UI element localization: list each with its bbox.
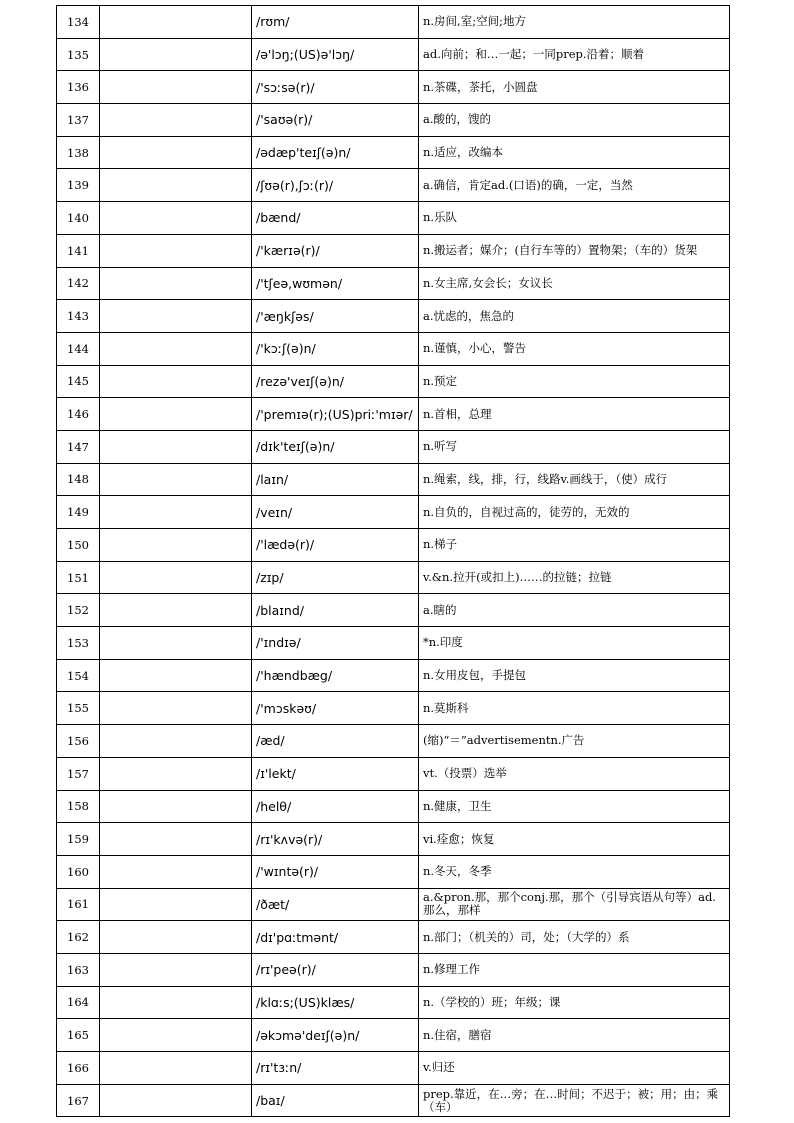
word-cell: [100, 888, 252, 921]
word-cell: [100, 104, 252, 137]
word-cell: [100, 529, 252, 562]
row-number: 143: [57, 300, 100, 333]
vocabulary-table: [56, 5, 730, 1117]
word-cell: [100, 757, 252, 790]
table-row: [57, 71, 730, 104]
row-number: 156: [57, 725, 100, 758]
definition-cell: n.自负的，自视过高的，徒劳的，无效的: [419, 496, 730, 529]
phonetic-cell: /'hændbæg/: [252, 659, 419, 692]
table-row: [57, 627, 730, 660]
phonetic-cell: /'lædə(r)/: [252, 529, 419, 562]
word-cell: [100, 725, 252, 758]
word-cell: [100, 38, 252, 71]
phonetic-cell: /rezə'veɪʃ(ə)n/: [252, 365, 419, 398]
table-row: [57, 986, 730, 1019]
definition-cell: (缩)“＝”advertisementn.广告: [419, 725, 730, 758]
table-row: [57, 267, 730, 300]
table-row: [57, 398, 730, 431]
definition-cell: ad.向前；和…一起；一同prep.沿着；顺着: [419, 38, 730, 71]
row-number: 146: [57, 398, 100, 431]
row-number: 163: [57, 953, 100, 986]
row-number: 142: [57, 267, 100, 300]
definition-cell: n.听写: [419, 430, 730, 463]
row-number: 138: [57, 136, 100, 169]
row-number: 165: [57, 1019, 100, 1052]
table-row: [57, 888, 730, 921]
definition-cell: prep.靠近，在…旁；在…时间；不迟于；被；用；由；乘（车）: [419, 1084, 730, 1117]
table-row: [57, 790, 730, 823]
row-number: 141: [57, 234, 100, 267]
definition-cell: n.预定: [419, 365, 730, 398]
row-number: 159: [57, 823, 100, 856]
row-number: 154: [57, 659, 100, 692]
word-cell: [100, 692, 252, 725]
phonetic-cell: /laɪn/: [252, 463, 419, 496]
definition-cell: n.（学校的）班；年级；课: [419, 986, 730, 1019]
table-row: [57, 136, 730, 169]
word-cell: [100, 463, 252, 496]
word-cell: [100, 1084, 252, 1117]
row-number: 160: [57, 855, 100, 888]
word-cell: [100, 300, 252, 333]
phonetic-cell: /əkɔmə'deɪʃ(ə)n/: [252, 1019, 419, 1052]
phonetic-cell: /'æŋkʃəs/: [252, 300, 419, 333]
definition-cell: n.茶碟，茶托，小圆盘: [419, 71, 730, 104]
row-number: 166: [57, 1052, 100, 1085]
row-number: 144: [57, 332, 100, 365]
phonetic-cell: /'wɪntə(r)/: [252, 855, 419, 888]
table-row: [57, 823, 730, 856]
phonetic-cell: /ə'lɔŋ;(US)ə'lɔŋ/: [252, 38, 419, 71]
table-row: [57, 332, 730, 365]
word-cell: [100, 365, 252, 398]
phonetic-cell: /ʃʊə(r),ʃɔː(r)/: [252, 169, 419, 202]
word-cell: [100, 594, 252, 627]
definition-cell: n.首相，总理: [419, 398, 730, 431]
word-cell: [100, 234, 252, 267]
phonetic-cell: /'saʊə(r)/: [252, 104, 419, 137]
definition-cell: n.谨慎，小心，警告: [419, 332, 730, 365]
word-cell: [100, 921, 252, 954]
row-number: 149: [57, 496, 100, 529]
definition-cell: n.女用皮包，手提包: [419, 659, 730, 692]
row-number: 152: [57, 594, 100, 627]
word-cell: [100, 1019, 252, 1052]
phonetic-cell: /'tʃeə,wʊmən/: [252, 267, 419, 300]
definition-cell: a.酸的，馊的: [419, 104, 730, 137]
word-cell: [100, 332, 252, 365]
phonetic-cell: /blaɪnd/: [252, 594, 419, 627]
word-cell: [100, 1052, 252, 1085]
table-row: [57, 692, 730, 725]
table-row: [57, 594, 730, 627]
word-cell: [100, 627, 252, 660]
phonetic-cell: /rɪ'peə(r)/: [252, 953, 419, 986]
row-number: 136: [57, 71, 100, 104]
definition-cell: n.修理工作: [419, 953, 730, 986]
word-cell: [100, 986, 252, 1019]
word-cell: [100, 496, 252, 529]
phonetic-cell: /ɪ'lekt/: [252, 757, 419, 790]
table-row: [57, 234, 730, 267]
definition-cell: n.绳索，线，排，行，线路v.画线于，（使）成行: [419, 463, 730, 496]
table-row: [57, 169, 730, 202]
definition-cell: n.部门；（机关的）司，处；（大学的）系: [419, 921, 730, 954]
phonetic-cell: /'sɔːsə(r)/: [252, 71, 419, 104]
phonetic-cell: /'mɔskəʊ/: [252, 692, 419, 725]
word-cell: [100, 659, 252, 692]
word-cell: [100, 430, 252, 463]
row-number: 135: [57, 38, 100, 71]
definition-cell: a.忧虑的，焦急的: [419, 300, 730, 333]
phonetic-cell: /ədæp'teɪʃ(ə)n/: [252, 136, 419, 169]
table-row: [57, 6, 730, 39]
row-number: 164: [57, 986, 100, 1019]
definition-cell: n.健康，卫生: [419, 790, 730, 823]
table-row: [57, 1019, 730, 1052]
table-row: [57, 725, 730, 758]
table-row: [57, 1052, 730, 1085]
row-number: 155: [57, 692, 100, 725]
table-row: [57, 921, 730, 954]
table-row: [57, 38, 730, 71]
phonetic-cell: /dɪ'pɑːtmənt/: [252, 921, 419, 954]
table-row: [57, 365, 730, 398]
definition-cell: n.莫斯科: [419, 692, 730, 725]
word-cell: [100, 398, 252, 431]
table-row: [57, 855, 730, 888]
word-cell: [100, 855, 252, 888]
table-row: [57, 757, 730, 790]
phonetic-cell: /æd/: [252, 725, 419, 758]
row-number: 147: [57, 430, 100, 463]
row-number: 137: [57, 104, 100, 137]
word-cell: [100, 169, 252, 202]
phonetic-cell: /rɪ'tɜːn/: [252, 1052, 419, 1085]
phonetic-cell: /'premɪə(r);(US)priː'mɪər/: [252, 398, 419, 431]
table-row: [57, 430, 730, 463]
table-row: [57, 300, 730, 333]
definition-cell: vi.痊愈；恢复: [419, 823, 730, 856]
row-number: 145: [57, 365, 100, 398]
row-number: 151: [57, 561, 100, 594]
phonetic-cell: /helθ/: [252, 790, 419, 823]
definition-cell: n.搬运者；媒介；(自行车等的）置物架；（车的）货架: [419, 234, 730, 267]
table-row: [57, 1084, 730, 1117]
row-number: 157: [57, 757, 100, 790]
phonetic-cell: /veɪn/: [252, 496, 419, 529]
phonetic-cell: /ðæt/: [252, 888, 419, 921]
phonetic-cell: /rɪ'kʌvə(r)/: [252, 823, 419, 856]
table-row: [57, 202, 730, 235]
row-number: 162: [57, 921, 100, 954]
phonetic-cell: /'kɔːʃ(ə)n/: [252, 332, 419, 365]
definition-cell: n.住宿，膳宿: [419, 1019, 730, 1052]
word-cell: [100, 953, 252, 986]
phonetic-cell: /dɪk'teɪʃ(ə)n/: [252, 430, 419, 463]
table-row: [57, 529, 730, 562]
row-number: 140: [57, 202, 100, 235]
table-row: [57, 104, 730, 137]
definition-cell: n.乐队: [419, 202, 730, 235]
word-cell: [100, 561, 252, 594]
word-cell: [100, 202, 252, 235]
word-cell: [100, 136, 252, 169]
row-number: 161: [57, 888, 100, 921]
phonetic-cell: /zɪp/: [252, 561, 419, 594]
row-number: 150: [57, 529, 100, 562]
word-cell: [100, 267, 252, 300]
word-cell: [100, 71, 252, 104]
table-row: [57, 561, 730, 594]
word-cell: [100, 790, 252, 823]
definition-cell: a.瞎的: [419, 594, 730, 627]
row-number: 148: [57, 463, 100, 496]
definition-cell: n.梯子: [419, 529, 730, 562]
definition-cell: *n.印度: [419, 627, 730, 660]
definition-cell: n.房间,室;空间;地方: [419, 6, 730, 39]
table-row: [57, 953, 730, 986]
phonetic-cell: /'kærɪə(r)/: [252, 234, 419, 267]
definition-cell: v.归还: [419, 1052, 730, 1085]
definition-cell: n.女主席,女会长；女议长: [419, 267, 730, 300]
row-number: 134: [57, 6, 100, 39]
phonetic-cell: /'ɪndɪə/: [252, 627, 419, 660]
definition-cell: a.确信，肯定ad.(口语)的确，一定，当然: [419, 169, 730, 202]
definition-cell: a.&pron.那，那个conj.那，那个（引导宾语从句等）ad.那么，那样: [419, 888, 730, 921]
definition-cell: vt.（投票）选举: [419, 757, 730, 790]
table-body: [57, 6, 730, 1117]
phonetic-cell: /bænd/: [252, 202, 419, 235]
word-cell: [100, 6, 252, 39]
phonetic-cell: /klɑːs;(US)klæs/: [252, 986, 419, 1019]
row-number: 158: [57, 790, 100, 823]
definition-cell: n.适应，改编本: [419, 136, 730, 169]
table-row: [57, 659, 730, 692]
table-row: [57, 496, 730, 529]
phonetic-cell: /baɪ/: [252, 1084, 419, 1117]
table-row: [57, 463, 730, 496]
definition-cell: n.冬天，冬季: [419, 855, 730, 888]
definition-cell: v.&n.拉开(或扣上)……的拉链；拉链: [419, 561, 730, 594]
row-number: 167: [57, 1084, 100, 1117]
word-cell: [100, 823, 252, 856]
phonetic-cell: /rʊm/: [252, 6, 419, 39]
row-number: 153: [57, 627, 100, 660]
row-number: 139: [57, 169, 100, 202]
